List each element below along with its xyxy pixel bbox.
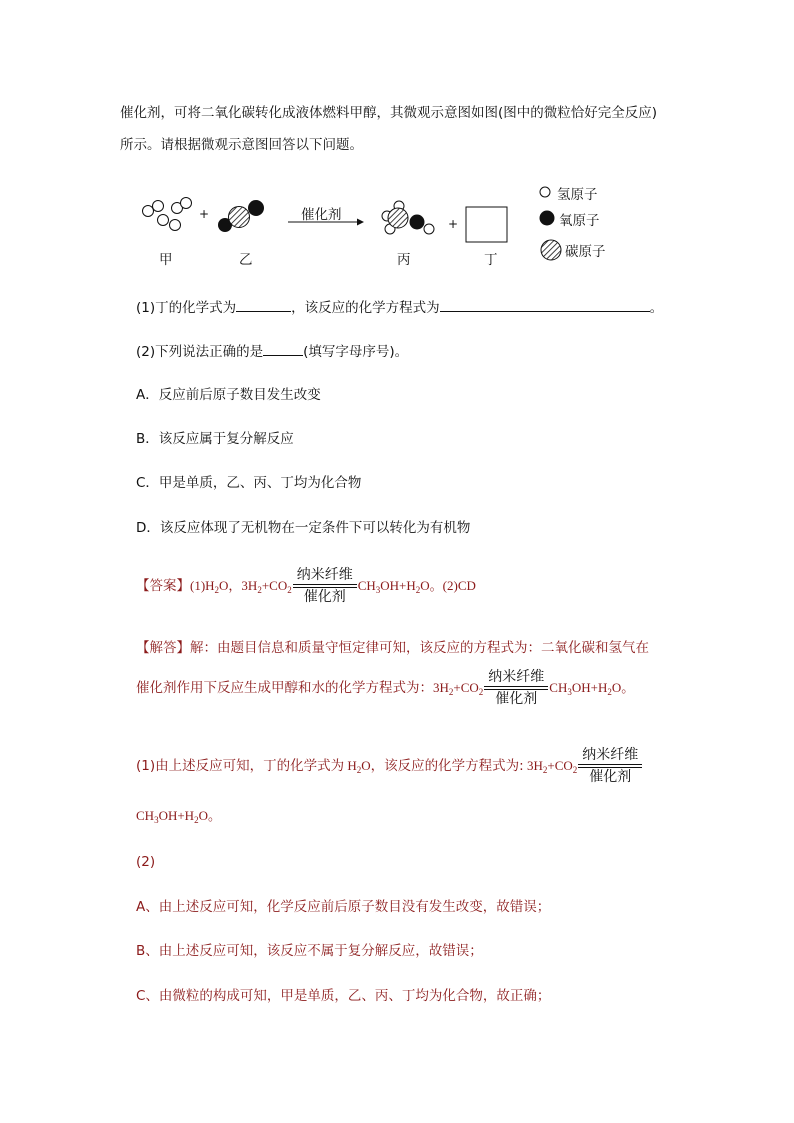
option-a: A．反应前后原子数目发生改变 (136, 387, 321, 403)
legend-hydrogen-icon (540, 187, 550, 197)
legend-oxygen-icon (540, 211, 555, 226)
analysis-line-4: $CH_3OH+H_2O$。 (136, 808, 221, 825)
q1-text-a: (1)丁的化学式为 (136, 300, 237, 316)
molecule-jia (143, 198, 192, 231)
label-ding: 丁 (484, 252, 498, 268)
legend-hydrogen-label: 氢原子 (557, 187, 598, 203)
intro-line-1: 催化剂，可将二氧化碳转化成液体燃料甲醇，其微观示意图如图(图中的微粒恰好完全反应) (120, 105, 658, 121)
analysis-tag: 【解答】 (136, 640, 190, 656)
q2-text-a: (2)下列说法正确的是 (136, 344, 264, 360)
arrow-label: 催化剂 (301, 207, 342, 223)
analysis-line-7: B、由上述反应可知，该反应不属于复分解反应，故错误； (136, 943, 483, 959)
legend-carbon-icon (541, 240, 561, 260)
question-1 (136, 297, 663, 318)
molecule-bing (382, 201, 434, 234)
q1-blank-equation[interactable] (440, 297, 650, 312)
plus-sign-1: + (199, 207, 210, 221)
q2-text-b: (填写字母序号)。 (303, 344, 409, 360)
question-2 (136, 341, 408, 362)
answer-condition: $\frac{\text{纳米纤维}}{\text{催化剂}}$ (293, 566, 357, 606)
answer-tag: 【答案】 (136, 578, 190, 594)
q1-text-c: 。 (649, 300, 664, 316)
label-yi: 乙 (239, 252, 253, 268)
option-b: B．该反应属于复分解反应 (136, 431, 294, 447)
option-c: C．甲是单质，乙、丙、丁均为化合物 (136, 475, 362, 491)
analysis-line-2: 催化剂作用下反应生成甲醇和水的化学方程式为：$3H_2+CO_2$ $\frac{\text{纳米纤维}}{\text{催化剂}}$ $CH_3OH+H_2O$。 (136, 669, 635, 707)
label-bing: 丙 (397, 252, 411, 268)
reaction-diagram (135, 178, 675, 278)
ding-answer-box (466, 207, 507, 242)
plus-sign-2: + (448, 217, 459, 231)
analysis-line-1: 【解答】解：由题目信息和质量守恒定律可知，该反应的方程式为：二氧化碳和氢气在 (136, 640, 649, 656)
legend-oxygen-label: 氧原子 (559, 213, 600, 229)
analysis-line-8: C、由微粒的构成可知，甲是单质，乙、丙、丁均为化合物，故正确； (136, 988, 551, 1004)
q1-blank-formula[interactable] (236, 297, 291, 312)
label-jia: 甲 (159, 252, 173, 268)
q2-blank[interactable] (263, 341, 303, 356)
analysis-condition-1: $\frac{\text{纳米纤维}}{\text{催化剂}}$ (484, 668, 548, 708)
analysis-line-5: (2) (136, 854, 156, 870)
option-d: D．该反应体现了无机物在一定条件下可以转化为有机物 (136, 520, 471, 536)
analysis-condition-2: $\frac{\text{纳米纤维}}{\text{催化剂}}$ (578, 746, 642, 786)
q1-text-b: ，该反应的化学方程式为 (291, 300, 440, 316)
molecule-yi (218, 200, 264, 232)
intro-line-2: 所示。请根据微观示意图回答以下问题。 (120, 137, 363, 153)
answer-p1: (1)H (190, 578, 215, 593)
analysis-line-3: (1)由上述反应可知，丁的化学式为 $H_2O$，该反应的化学方程式为: $3H_2+CO_2$ $\frac{\text{纳米纤维}}{\text{催化剂}}$ (136, 746, 643, 790)
answer-line: 【答案】$(1)H_2O$，$3H_2+CO_2$ $\frac{\text{纳米纤维}}{\text{催化剂}}$ $CH_3OH+H_2O$。(2)CD (136, 567, 476, 605)
legend-carbon-label: 碳原子 (565, 244, 606, 260)
analysis-line-6: A、由上述反应可知，化学反应前后原子数目没有发生改变，故错误； (136, 899, 551, 915)
